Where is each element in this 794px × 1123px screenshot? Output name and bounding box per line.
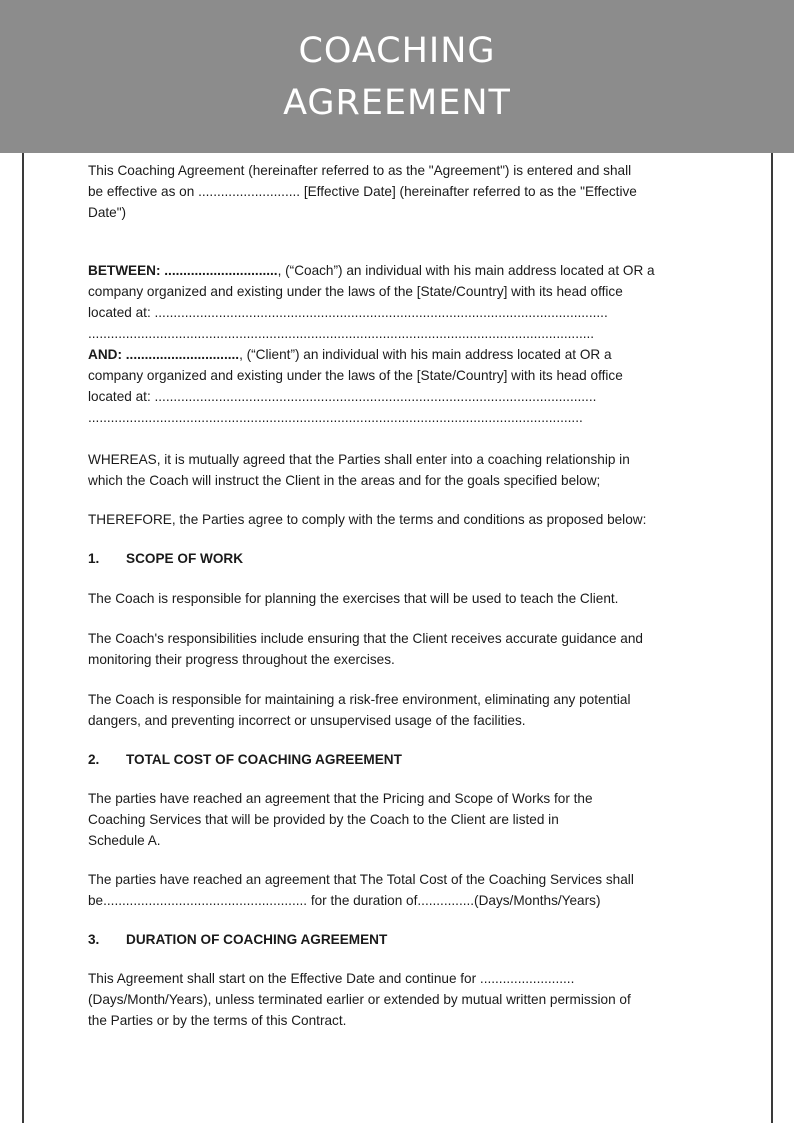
section-1-paragraph-1: The Coach is responsible for planning the exercises that will be used to teach the Client.	[88, 591, 619, 606]
between-blank: ..............................	[160, 263, 278, 278]
section-1-paragraph-2	[88, 628, 708, 670]
and-blank: ..............................	[121, 347, 240, 362]
section-1-number: 1.	[88, 551, 100, 566]
intro-line-1: This Coaching Agreement (hereinafter referred to as the "Agreement") is entered and shall	[88, 163, 632, 178]
between-line-3: located at: ........................................................................................................................	[88, 305, 608, 320]
section-1-paragraph-2-line-1: The Coach's responsibilities include ensuring that the Client receives accurate guidance and	[88, 631, 643, 646]
section-1-paragraph-3-line-2: dangers, and preventing incorrect or unsupervised usage of the facilities.	[88, 713, 526, 728]
section-1-paragraph-3	[88, 689, 708, 731]
and-line-2: company organized and existing under the laws of the [State/Country] with its head office	[88, 368, 623, 383]
section-3-title: DURATION OF COACHING AGREEMENT	[126, 932, 388, 947]
section-2-number: 2.	[88, 752, 100, 767]
sheet-border-right	[771, 153, 773, 1123]
section-2-paragraph-1-line-3: Schedule A.	[88, 833, 161, 848]
banner-title-line-1: COACHING	[298, 30, 496, 71]
section-2-paragraph-1-line-1: The parties have reached an agreement that the Pricing and Scope of Works for the	[88, 791, 593, 806]
document-body	[88, 160, 708, 1031]
section-2-paragraph-2	[88, 869, 708, 911]
section-2-heading	[88, 749, 708, 770]
banner-title-line-2: AGREEMENT	[283, 82, 511, 123]
sheet-border-left	[22, 153, 24, 1123]
section-3-paragraph-1-line-3: the Parties or by the terms of this Contract.	[88, 1013, 347, 1028]
and-line-3: located at: .....................................................................................................................	[88, 389, 597, 404]
section-1-paragraph-3-line-1: The Coach is responsible for maintaining a risk-free environment, eliminating any potential	[88, 692, 631, 707]
between-line-2: company organized and existing under the laws of the [State/Country] with its head office	[88, 284, 623, 299]
section-1-title: SCOPE OF WORK	[126, 551, 244, 566]
intro-line-3: Date")	[88, 205, 127, 220]
and-line-4: ...................................................................................................................................	[88, 410, 583, 425]
intro-line-2: be effective as on ........................... [Effective Date] (hereinafter referred to as the "Effective	[88, 184, 637, 199]
between-paragraph	[88, 260, 708, 344]
whereas-line-2: which the Coach will instruct the Client in the areas and for the goals specified below;	[88, 473, 601, 488]
and-paragraph	[88, 344, 708, 428]
between-line-1: , (“Coach”) an individual with his main address located at OR a	[277, 263, 655, 278]
therefore-paragraph: THEREFORE, the Parties agree to comply with the terms and conditions as proposed below:	[88, 512, 647, 527]
section-3-paragraph-1-line-2: (Days/Month/Years), unless terminated earlier or extended by mutual written permission of	[88, 992, 631, 1007]
whereas-line-1: WHEREAS, it is mutually agreed that the Parties shall enter into a coaching relationship in	[88, 452, 630, 467]
intro-paragraph	[88, 160, 708, 223]
title-banner	[0, 0, 794, 153]
section-3-paragraph-1-line-1: This Agreement shall start on the Effective Date and continue for .........................	[88, 971, 575, 986]
section-3-heading	[88, 929, 708, 950]
section-2-paragraph-2-line-1: The parties have reached an agreement that The Total Cost of the Coaching Services shall	[88, 872, 634, 887]
section-3-number: 3.	[88, 932, 100, 947]
section-2-paragraph-1	[88, 788, 708, 851]
section-3-paragraph-1	[88, 968, 708, 1031]
section-2-paragraph-2-line-2: be...................................................... for the duration of...............(Days/Months/Years)	[88, 893, 601, 908]
between-label: BETWEEN:	[88, 263, 161, 278]
and-label: AND:	[88, 347, 122, 362]
whereas-paragraph	[88, 449, 708, 491]
section-2-paragraph-1-line-2: Coaching Services that will be provided by the Coach to the Client are listed in	[88, 812, 559, 827]
between-line-4: ......................................................................................................................................	[88, 326, 595, 341]
section-1-paragraph-2-line-2: monitoring their progress throughout the exercises.	[88, 652, 395, 667]
section-2-title: TOTAL COST OF COACHING AGREEMENT	[126, 752, 402, 767]
and-line-1: , (“Client”) an individual with his main address located at OR a	[239, 347, 612, 362]
section-1-heading	[88, 548, 708, 569]
